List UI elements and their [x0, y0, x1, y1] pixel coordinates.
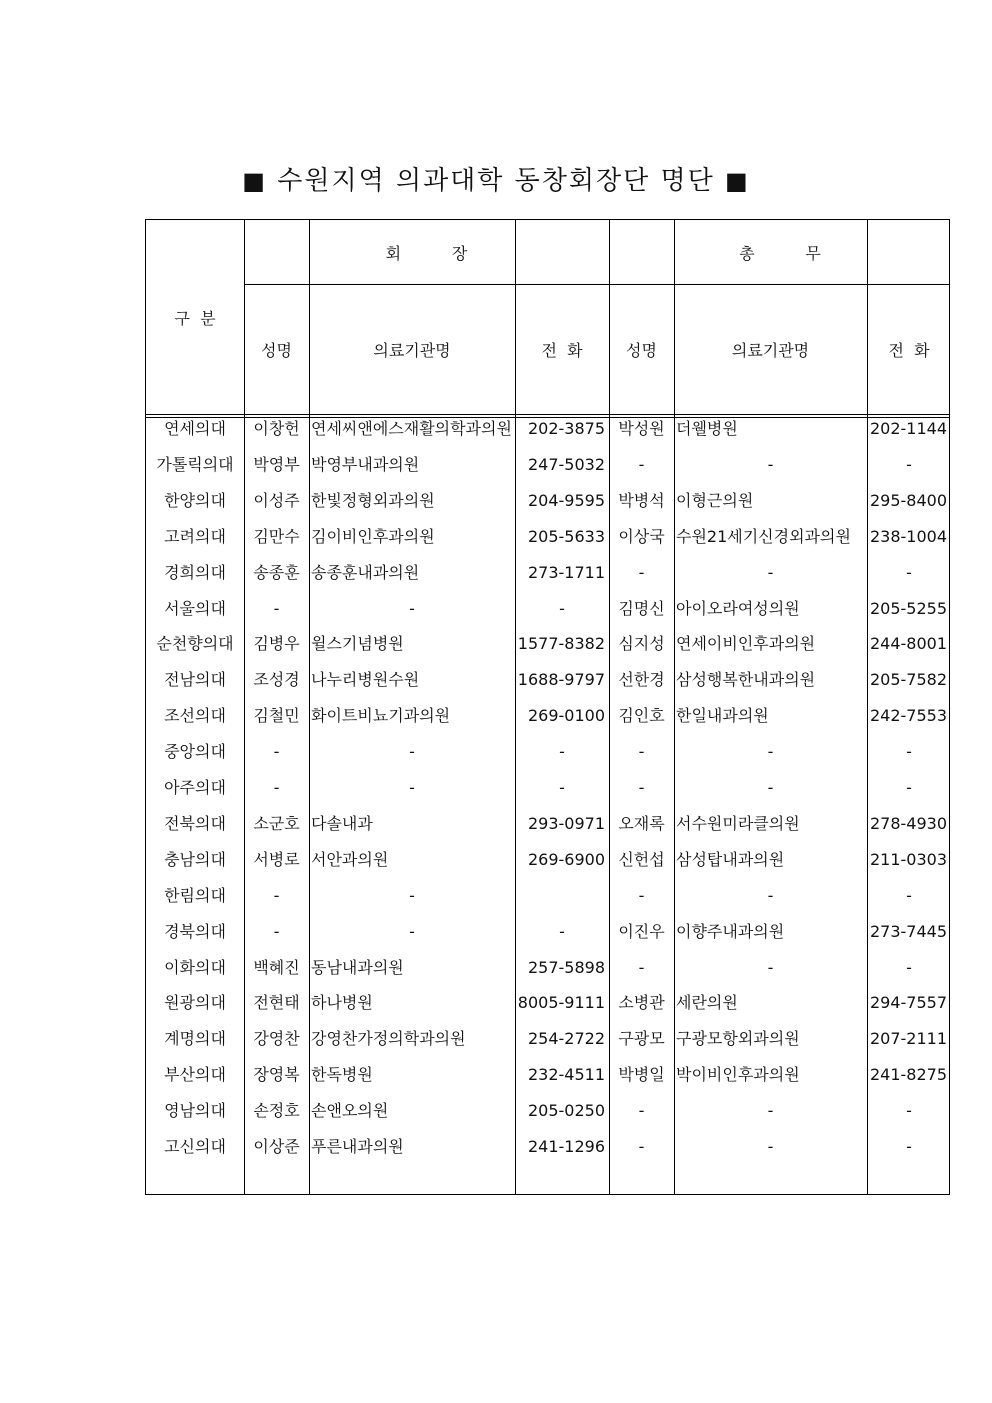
cell-secretary-name: 김명신: [618, 598, 665, 618]
table-row: [146, 591, 951, 627]
cell-secretary-institution: 세란의원: [676, 993, 738, 1013]
header-president-name: 성명: [261, 340, 292, 360]
cell-secretary-phone: 205-7582: [869, 670, 947, 690]
cell-school: 중앙의대: [164, 742, 226, 762]
cell-president-phone: 1688-9797: [517, 670, 605, 690]
cell-president-phone: -: [559, 778, 565, 797]
cell-president-institution: 서안과의원: [311, 849, 389, 869]
cell-president-name: 김만수: [253, 526, 300, 546]
cell-secretary-phone: -: [906, 957, 912, 977]
cell-president-name: 송종훈: [253, 562, 300, 582]
cell-president-institution: 한빛정형외과의원: [311, 490, 435, 510]
cell-president-institution: 한독병원: [311, 1065, 373, 1085]
cell-secretary-name: -: [638, 885, 645, 905]
cell-secretary-institution: 박이비인후과의원: [676, 1065, 800, 1085]
cell-president-institution: 김이비인후과의원: [311, 526, 435, 546]
cell-secretary-name: 선한경: [618, 670, 665, 690]
table-row: [146, 1057, 951, 1093]
cell-president-phone: 241-1296: [527, 1137, 605, 1156]
cell-secretary-phone: 294-7557: [869, 993, 947, 1013]
cell-president-phone: 205-0250: [527, 1101, 605, 1121]
title-square-left: ■: [242, 167, 267, 195]
header-secretary-name: 성명: [626, 340, 657, 360]
cell-secretary-institution: 연세이비인후과의원: [676, 634, 816, 654]
cell-president-institution: 연세씨앤에스재활의학과의원: [311, 419, 512, 438]
table-row: [146, 1093, 951, 1129]
cell-president-name: 이성주: [253, 490, 300, 510]
cell-secretary-name: 박병일: [618, 1065, 665, 1085]
cell-president-phone: 269-6900: [527, 849, 605, 869]
table-row: [146, 842, 951, 878]
cell-secretary-institution: -: [767, 562, 774, 582]
cell-president-name: 조성경: [253, 670, 300, 690]
cell-school: 순천향의대: [156, 634, 234, 654]
cell-secretary-institution: -: [767, 454, 774, 474]
cell-president-institution: -: [409, 742, 415, 762]
cell-secretary-name: 이진우: [618, 921, 665, 941]
cell-school: 원광의대: [164, 993, 226, 1013]
cell-school: 영남의대: [164, 1101, 226, 1121]
cell-secretary-name: 심지성: [618, 634, 665, 654]
cell-secretary-institution: 아이오라여성의원: [676, 598, 800, 618]
cell-president-name: 이상준: [253, 1137, 300, 1156]
cell-president-name: -: [273, 885, 280, 905]
cell-secretary-name: 신헌섭: [618, 849, 665, 869]
cell-secretary-institution: -: [767, 957, 774, 977]
cell-secretary-phone: 242-7553: [869, 706, 947, 726]
cell-secretary-name: -: [638, 562, 645, 582]
table-row: [146, 770, 951, 806]
cell-secretary-institution: 이향주내과의원: [676, 921, 785, 941]
cell-secretary-institution: -: [767, 885, 774, 905]
header-secretary-institution: 의료기관명: [731, 340, 810, 360]
cell-president-phone: 202-3875: [527, 419, 605, 438]
cell-president-phone: 204-9595: [527, 490, 605, 510]
cell-secretary-institution: 삼성탑내과의원: [676, 849, 785, 869]
cell-secretary-phone: 211-0303: [869, 849, 947, 869]
cell-president-institution: 강영찬가정의학과의원: [311, 1029, 466, 1049]
cell-secretary-name: -: [638, 742, 645, 762]
cell-president-name: 소군호: [253, 813, 300, 833]
cell-school: 고신의대: [164, 1137, 226, 1156]
cell-secretary-phone: 205-5255: [869, 598, 947, 618]
cell-secretary-institution: 삼성행복한내과의원: [676, 670, 816, 690]
cell-secretary-phone: -: [906, 885, 912, 905]
table-row: [146, 950, 951, 986]
cell-president-name: 강영찬: [253, 1029, 300, 1049]
cell-secretary-name: 구광모: [618, 1029, 665, 1049]
cell-secretary-phone: 207-2111: [869, 1029, 947, 1049]
cell-secretary-phone: 278-4930: [869, 813, 947, 833]
cell-secretary-institution: 한일내과의원: [676, 706, 769, 726]
cell-secretary-phone: -: [906, 454, 912, 474]
table-row: [146, 914, 951, 950]
cell-school: 연세의대: [164, 419, 226, 438]
table-row: [146, 806, 951, 842]
cell-president-phone: 205-5633: [527, 526, 605, 546]
cell-secretary-institution: 수원21세기신경외과의원: [676, 526, 851, 546]
cell-president-phone: 254-2722: [527, 1029, 605, 1049]
roster-table: [145, 219, 950, 1195]
cell-secretary-phone: 238-1004: [869, 526, 947, 546]
cell-president-phone: -: [559, 598, 565, 618]
cell-secretary-name: 박성원: [618, 419, 665, 438]
table-row: [146, 483, 951, 519]
cell-president-name: -: [273, 598, 280, 618]
header-president-phone: 전 화: [541, 340, 583, 360]
cell-president-name: 김병우: [253, 634, 300, 654]
cell-president-institution: 박영부내과의원: [311, 454, 420, 474]
cell-president-name: 장영복: [253, 1065, 300, 1085]
cell-secretary-phone: 202-1144: [869, 419, 947, 438]
cell-secretary-institution: 서수원미라클의원: [676, 813, 800, 833]
cell-president-name: 백혜진: [253, 957, 300, 977]
cell-school: 충남의대: [164, 849, 226, 869]
cell-secretary-name: 소병관: [618, 993, 665, 1013]
table-row: [146, 734, 951, 770]
cell-secretary-name: 박병석: [618, 490, 665, 510]
cell-president-name: 전현태: [253, 993, 300, 1013]
cell-president-institution: 다솔내과: [311, 813, 373, 833]
cell-school: 한양의대: [164, 490, 226, 510]
cell-school: 한림의대: [164, 885, 226, 905]
table-row: [146, 662, 951, 698]
table-row: [146, 1021, 951, 1057]
cell-president-institution: 손앤오의원: [311, 1101, 389, 1121]
cell-secretary-phone: -: [906, 1137, 912, 1156]
cell-secretary-institution: 구광모항외과의원: [676, 1029, 800, 1049]
cell-president-institution: -: [409, 885, 415, 905]
cell-school: 부산의대: [164, 1065, 226, 1085]
cell-school: 전북의대: [164, 813, 226, 833]
cell-president-name: -: [273, 742, 280, 762]
cell-secretary-institution: -: [767, 1101, 774, 1121]
cell-president-phone: -: [559, 742, 565, 762]
cell-president-institution: 하나병원: [311, 993, 373, 1013]
title-square-right: ■: [725, 167, 750, 195]
cell-secretary-name: -: [638, 957, 645, 977]
cell-secretary-institution: -: [767, 1137, 774, 1156]
cell-president-phone: [515, 878, 609, 914]
cell-secretary-phone: -: [906, 1101, 912, 1121]
header-secretary-phone: 전 화: [888, 340, 930, 360]
cell-secretary-name: -: [638, 454, 645, 474]
cell-school: 계명의대: [164, 1029, 226, 1049]
cell-president-institution: 나누리병원수원: [311, 670, 420, 690]
table-row: [146, 411, 951, 447]
header-president-group: 회 장: [385, 243, 468, 263]
cell-secretary-institution: 이형근의원: [676, 490, 754, 510]
cell-secretary-phone: -: [906, 562, 912, 582]
cell-secretary-name: 이상국: [618, 526, 665, 546]
cell-school: 조선의대: [164, 706, 226, 726]
cell-school: 경북의대: [164, 921, 226, 941]
cell-school: 경희의대: [164, 562, 226, 582]
cell-secretary-phone: 273-7445: [869, 921, 947, 941]
cell-president-institution: -: [409, 598, 415, 618]
cell-president-institution: 동남내과의원: [311, 957, 404, 977]
header-secretary-group: 총 무: [739, 243, 821, 263]
cell-president-name: 박영부: [253, 454, 300, 474]
cell-president-name: 서병로: [253, 849, 300, 869]
cell-president-phone: 232-4511: [527, 1065, 605, 1085]
cell-school: 가톨릭의대: [156, 454, 234, 474]
cell-president-institution: -: [409, 778, 415, 797]
cell-president-phone: 247-5032: [527, 454, 605, 474]
cell-president-phone: 269-0100: [527, 706, 605, 726]
cell-secretary-phone: -: [906, 742, 912, 762]
cell-secretary-name: -: [638, 778, 645, 797]
cell-school: 이화의대: [164, 957, 226, 977]
cell-secretary-phone: 244-8001: [869, 634, 947, 654]
cell-school: 아주의대: [164, 778, 226, 797]
table-row: [146, 985, 951, 1021]
cell-president-phone: 293-0971: [527, 813, 605, 833]
table-row: [146, 447, 951, 483]
cell-president-phone: 273-1711: [527, 562, 605, 582]
cell-president-name: -: [273, 778, 280, 797]
cell-secretary-name: 오재록: [618, 813, 665, 833]
table-row: [146, 1129, 951, 1165]
cell-president-institution: 송종훈내과의원: [311, 562, 420, 582]
cell-president-phone: -: [559, 921, 565, 941]
cell-secretary-phone: 295-8400: [869, 490, 947, 510]
cell-president-phone: 1577-8382: [517, 634, 605, 654]
cell-secretary-institution: -: [767, 742, 774, 762]
table-row: [146, 698, 951, 734]
table-row: [146, 519, 951, 555]
cell-secretary-phone: -: [906, 778, 912, 797]
page-title: [0, 160, 992, 197]
cell-school: 고려의대: [164, 526, 226, 546]
cell-secretary-institution: 더웰병원: [676, 419, 738, 438]
cell-school: 전남의대: [164, 670, 226, 690]
cell-secretary-institution: -: [767, 778, 774, 797]
cell-president-phone: 257-5898: [527, 957, 605, 977]
cell-president-institution: 푸른내과의원: [311, 1137, 404, 1156]
header-president-institution: 의료기관명: [373, 340, 451, 360]
cell-secretary-name: -: [638, 1101, 645, 1121]
table-row: [146, 626, 951, 662]
cell-secretary-name: 김인호: [618, 706, 665, 726]
table-row: [146, 878, 951, 914]
title-text: 수원지역 의과대학 동창회장단 명단: [277, 166, 715, 196]
cell-president-phone: 8005-9111: [517, 993, 605, 1013]
cell-president-name: 손정호: [253, 1101, 300, 1121]
cell-president-name: 이창헌: [253, 419, 300, 438]
cell-president-institution: 윌스기념병원: [311, 634, 404, 654]
cell-president-institution: 화이트비뇨기과의원: [311, 706, 451, 726]
cell-president-name: 김철민: [253, 706, 300, 726]
cell-secretary-phone: 241-8275: [869, 1065, 947, 1085]
cell-president-institution: -: [409, 921, 415, 941]
cell-secretary-name: -: [638, 1137, 645, 1156]
cell-president-name: -: [273, 921, 280, 941]
table-row: [146, 555, 951, 591]
header-category: 구 분: [174, 308, 216, 328]
cell-school: 서울의대: [164, 598, 226, 618]
